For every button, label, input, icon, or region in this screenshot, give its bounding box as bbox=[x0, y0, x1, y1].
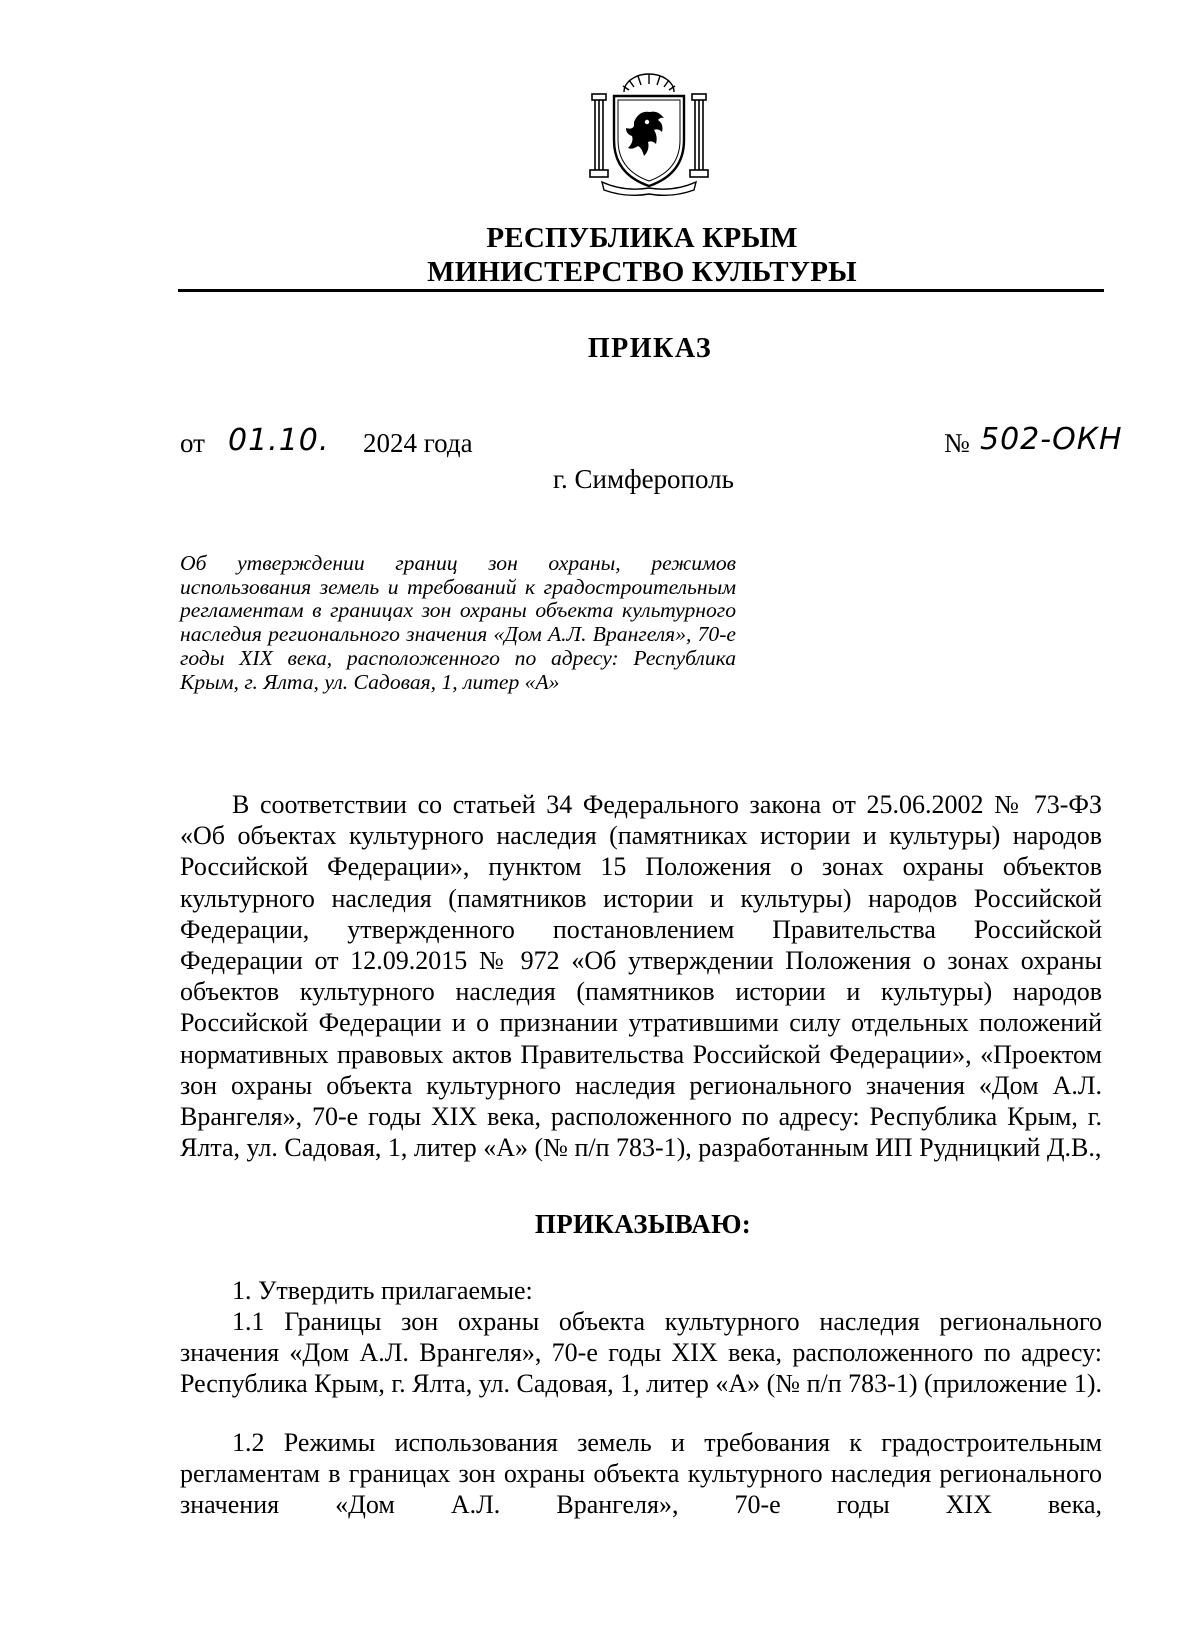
header-divider bbox=[178, 289, 1104, 292]
ordering-heading: ПРИКАЗЫВАЮ: bbox=[534, 1209, 752, 1239]
organization-name-line2: МИНИСТЕРСТВО КУЛЬТУРЫ bbox=[427, 256, 857, 288]
item-1-2: 1.2 Режимы использования земель и требования к градостроительным регламентам в границах зон охраны объекта культурного наследия регионального значения «Дом А.Л. Врангеля», 70-е годы XIX века, bbox=[180, 1428, 1102, 1520]
preamble-paragraph: В соответствии со статьей 34 Федерального закона от 25.06.2002 № 73-ФЗ «Об объектах культурного наследия (памятниках истории и культуры) народов Российской Федерации», пунктом 15 Положения о зонах охраны объектов культурного наследия (памятников истории и культуры) народов Российской Федерации, утвержденного постановлением Правительства Российской Федерации от 12.09.2015 № 972 «Об утверждении Положения о зонах охраны объектов культурного наследия (памятников истории и культуры) народов Российской Федерации и о признании утратившими силу отдельных положений нормативных правовых актов Правительства Российской Федерации», «Проектом зон охраны объекта культурного наследия регионального значения «Дом А.Л. Врангеля», 70-е годы XIX века, расположенного по адресу: Республика Крым, г. Ялта, ул. Садовая, 1, литер «А» (№ п/п 783-1), разработанным ИП Рудницкий Д.В., bbox=[180, 790, 1102, 1163]
document-type-title: ПРИКАЗ bbox=[587, 333, 713, 364]
organization-name-line1: РЕСПУБЛИКА КРЫМ bbox=[486, 222, 798, 254]
crimea-coat-of-arms-icon bbox=[584, 70, 714, 198]
date-prefix: от bbox=[180, 428, 205, 458]
handwritten-date: 01.10. bbox=[228, 423, 330, 458]
issue-city: г. Симферополь bbox=[553, 464, 734, 494]
item-1-1: 1.1 Границы зон охраны объекта культурного наследия регионального значения «Дом А.Л. Врангеля», 70-е годы XIX века, расположенного по адресу: Республика Крым, г. Ялта, ул. Садовая, 1, литер «А» (№ п/п 783-1) (приложение 1). bbox=[180, 1307, 1102, 1399]
order-subject: Об утверждении границ зон охраны, режимов использования земель и требований к градостроительным регламентам в границах зон охраны объекта культурного наследия регионального значения «Дом А.Л. Врангеля», 70-е годы XIX века, расположенного по адресу: Республика Крым, г. Ялта, ул. Садовая, 1, литер «А» bbox=[180, 551, 736, 694]
number-sign: № bbox=[944, 428, 970, 458]
order-year: 2024 года bbox=[363, 428, 473, 458]
handwritten-order-number: 502-ОКН bbox=[980, 422, 1123, 457]
item-1: 1. Утвердить прилагаемые: bbox=[232, 1276, 533, 1305]
